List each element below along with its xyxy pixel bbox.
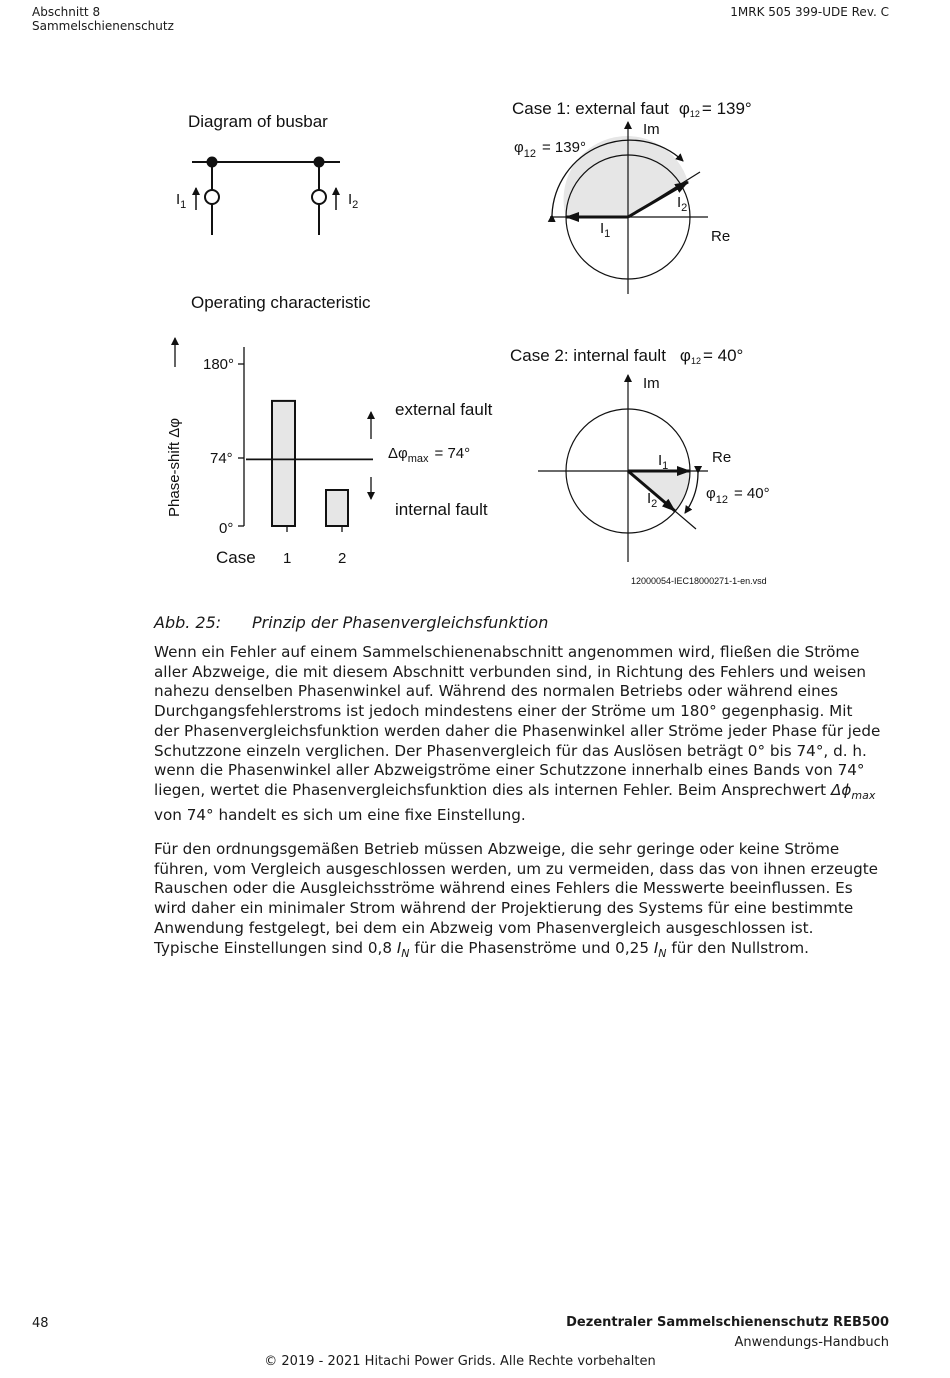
- busbar-i1-label: $I_1$: [176, 191, 187, 211]
- figure-caption-text: Prinzip der Phasenvergleichsfunktion: [252, 613, 549, 632]
- case1-re-label: Re: [711, 228, 731, 245]
- paragraph-line: Rauschen oder die Ausgleichsströme während eines Fehlers die Messwerte beeinflussen. Es: [154, 879, 853, 898]
- op-char-title: Operating characteristic: [191, 293, 371, 312]
- copyright: © 2019 - 2021 Hitachi Power Grids. Alle Rechte vorbehalten: [264, 1354, 656, 1369]
- tick-74: 74°: [210, 450, 233, 467]
- case-2-label: 2: [338, 550, 347, 567]
- dphi-max-label: $\Delta\varphi_{max} = 74^\circ$: [388, 445, 471, 465]
- busbar-title: Diagram of busbar: [188, 112, 328, 131]
- case2-title: Case 2: internal fault φ12 = 40°: [510, 346, 744, 366]
- figure-file-reference: 12000054-IEC18000271-1-en.vsd: [631, 576, 767, 586]
- case1-im-label: Im: [643, 121, 660, 138]
- tick-180: 180°: [203, 356, 235, 373]
- page-header-left: [32, 5, 174, 33]
- figure-svg: [150, 92, 800, 592]
- op-char-bars: [272, 401, 348, 526]
- paragraph-line: Für den ordnungsgemäßen Betrieb müssen Abzweige, die sehr geringe oder keine Ströme: [154, 840, 840, 858]
- case2-im-label: Im: [643, 375, 660, 392]
- document-id: 1MRK 505 399-UDE Rev. C: [730, 5, 889, 19]
- case1-arc-label: $\varphi_{12} = 139^\circ$: [514, 139, 586, 160]
- case-1-label: 1: [283, 550, 292, 567]
- case2-bar: [326, 490, 348, 526]
- case2-i2-label: $I_2$: [647, 490, 658, 510]
- body-paragraph-1: [154, 643, 894, 825]
- case-axis-label: Case: [216, 548, 256, 567]
- body-paragraph-2: [154, 840, 894, 963]
- case2-phasor-diagram: [538, 375, 708, 562]
- busbar-diagram: [192, 158, 340, 236]
- paragraph-line: Anwendung festgelegt, bei dem ein Abzweig vom Phasenvergleich ausgeschlossen ist.: [154, 918, 814, 937]
- paragraph-line: für die Phasenströme und 0,25: [409, 938, 654, 957]
- case2-arc-label: $\varphi_{12} = 40^\circ$: [706, 485, 770, 506]
- paragraph-line: aller Abzweige, die mit diesem Abschnitt verbunden sind, in Richtung des Fehlers und weisen: [154, 662, 866, 681]
- paragraph-line: für den Nullstrom.: [666, 938, 809, 957]
- paragraph-line: von 74° handelt es sich um eine fixe Einstellung.: [154, 805, 526, 824]
- paragraph-line: Schutzzone einzeln verglichen. Der Phasenvergleich für das Auslösen beträgt 0° bis 74°, d. h.: [154, 741, 867, 760]
- tick-0: 0°: [219, 520, 234, 537]
- phase-comparison-figure: [150, 92, 800, 596]
- case1-i1-label: $I_1$: [600, 220, 611, 240]
- in-symbol: $I_N$: [653, 938, 667, 960]
- y-axis-label: Phase-shift Δφ: [166, 418, 183, 517]
- product-title: Dezentraler Sammelschienenschutz REB500: [566, 1315, 889, 1330]
- paragraph-line: Typische Einstellungen sind 0,8: [154, 938, 397, 957]
- busbar-i2-label: $I_2$: [348, 191, 359, 211]
- op-char-axes: [175, 338, 342, 532]
- case1-i2-label: $I_2$: [677, 194, 688, 214]
- paragraph-line: Wenn ein Fehler auf einem Sammelschienenabschnitt angenommen wird, fließen die Ströme: [154, 643, 860, 661]
- section-number: Abschnitt 8: [32, 5, 101, 19]
- case1-bar: [272, 401, 295, 526]
- delta-phi-max-symbol: $\Delta\phi_{max}$: [830, 780, 876, 802]
- paragraph-line: wird daher ein minimaler Strom während der Projektierung des Systems für eine bestimmte: [154, 899, 854, 918]
- external-fault-label: external fault: [395, 400, 493, 419]
- paragraph-line: wenn die Phasenwinkel aller Abzweigströme einer Schutzzone innerhalb eines Bands von 74°: [154, 761, 865, 780]
- paragraph-line: der Phasenvergleichsfunktion werden daher die Phasenwinkel aller Ströme jeder Phase für jede: [154, 721, 881, 740]
- section-title: Sammelschienenschutz: [32, 19, 174, 33]
- internal-fault-label: internal fault: [395, 500, 488, 519]
- page-number: 48: [32, 1316, 49, 1331]
- case1-title: Case 1: external faut φ12 = 139°: [512, 99, 752, 119]
- figure-caption: [154, 613, 548, 632]
- paragraph-line: Durchgangsfehlerstroms ist jedoch mindestens einer der Ströme um 180° gegenphasig. Mit: [154, 702, 853, 721]
- paragraph-line: liegen, wertet die Phasenvergleichsfunktion dies als internen Fehler. Beim Ansprechwert: [154, 780, 831, 799]
- case2-i1-label: $I_1$: [658, 452, 669, 472]
- in-symbol: $I_N$: [396, 938, 410, 960]
- paragraph-line: führen, vom Vergleich ausgeschlossen werden, um zu vermeiden, dass das von ihnen erzeugte: [154, 859, 879, 878]
- case2-re-label: Re: [712, 449, 732, 466]
- manual-title: Anwendungs-Handbuch: [734, 1335, 889, 1350]
- paragraph-line: nahezu denselben Phasenwinkel auf. Während des normalen Betriebs oder während eines: [154, 682, 839, 701]
- figure-number: Abb. 25:: [154, 613, 222, 632]
